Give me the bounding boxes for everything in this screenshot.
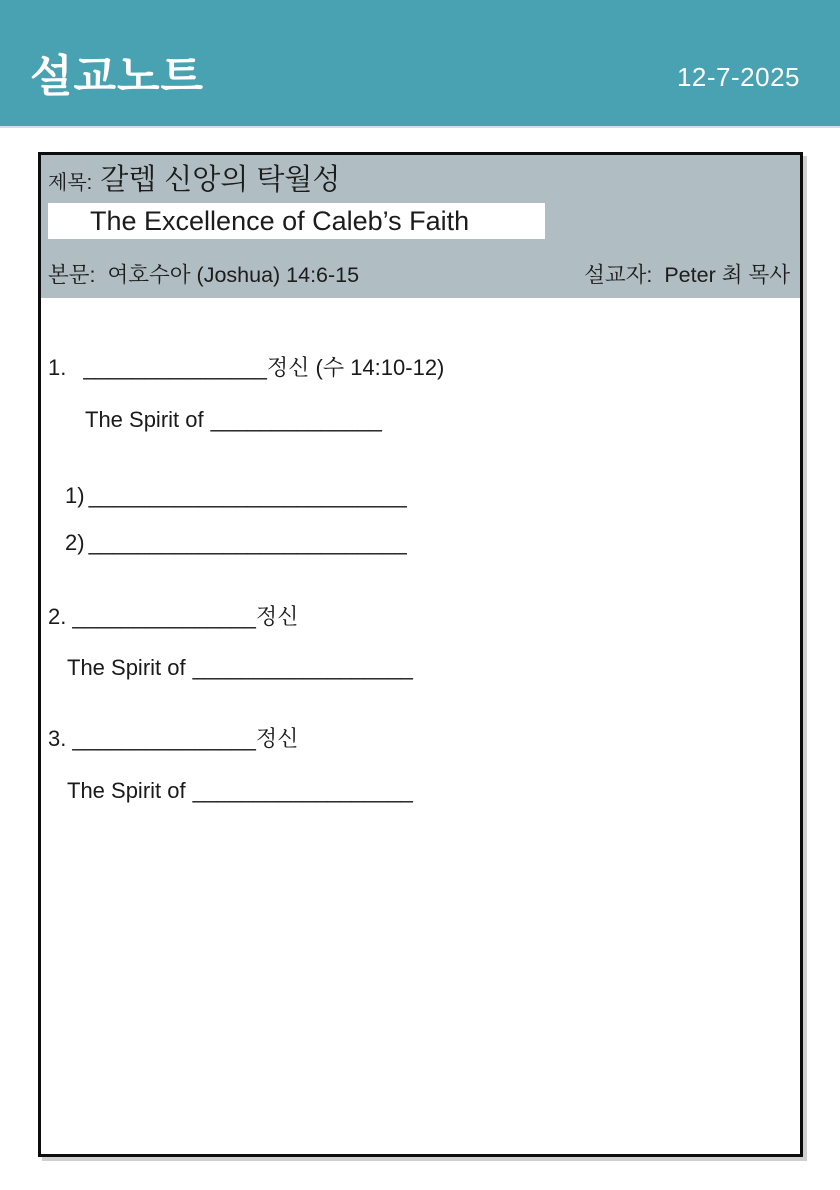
- meta-line: [48, 263, 792, 288]
- spirit-line-1: [85, 407, 800, 433]
- item-suffix: 정신: [255, 604, 299, 629]
- spirit-line-2: [67, 655, 800, 681]
- item-number: 1.: [48, 355, 67, 380]
- item-number: 2.: [48, 604, 67, 629]
- speaker-value: Peter 최 목사: [664, 263, 790, 287]
- spirit-line-3: [67, 778, 800, 804]
- title-line: [48, 163, 792, 200]
- subitem-number: 1): [65, 483, 85, 508]
- sermon-note-sheet: [38, 152, 803, 1157]
- title-english: The Excellence of Caleb’s Faith: [90, 205, 470, 236]
- fill-in-blank: _______________: [72, 726, 256, 751]
- title-english-highlight: [48, 203, 545, 239]
- fill-in-blank: _______________: [83, 355, 267, 380]
- page-title: 설교노트: [30, 52, 205, 101]
- speaker-group: [584, 263, 790, 288]
- fill-in-blank: __________________: [192, 655, 413, 680]
- fill-in-blank: __________________________: [88, 530, 407, 555]
- subitem-2: [65, 530, 800, 556]
- subitem-1: [65, 483, 800, 509]
- fill-in-blank: _______________: [72, 604, 256, 629]
- spirit-prefix: The Spirit of: [67, 778, 186, 803]
- header-date: 12-7-2025: [676, 62, 800, 92]
- passage-label: 본문:: [48, 263, 96, 287]
- outline-item-3: [48, 726, 800, 752]
- speaker-label: 설교자:: [584, 263, 653, 287]
- item-suffix: 정신: [255, 726, 299, 751]
- item-suffix: 정신 (수 14:10-12): [266, 355, 445, 380]
- outline-item-1: [48, 355, 800, 381]
- sheet-header-band: [41, 155, 800, 298]
- fill-in-blank: __________________: [192, 778, 413, 803]
- fill-in-blank: __________________________: [88, 483, 407, 508]
- fill-in-blank: ______________: [210, 407, 382, 432]
- top-banner: [0, 0, 840, 128]
- spirit-prefix: The Spirit of: [85, 407, 204, 432]
- title-label: 제목:: [48, 172, 93, 194]
- passage-value: 여호수아 (Joshua) 14:6-15: [107, 263, 360, 287]
- outline-body: [41, 355, 800, 804]
- title-korean: 갈렙 신앙의 탁월성: [100, 164, 341, 196]
- item-number: 3.: [48, 726, 67, 751]
- passage-group: [48, 263, 359, 288]
- spirit-prefix: The Spirit of: [67, 655, 186, 680]
- outline-item-2: [48, 604, 800, 630]
- subitem-number: 2): [65, 530, 85, 555]
